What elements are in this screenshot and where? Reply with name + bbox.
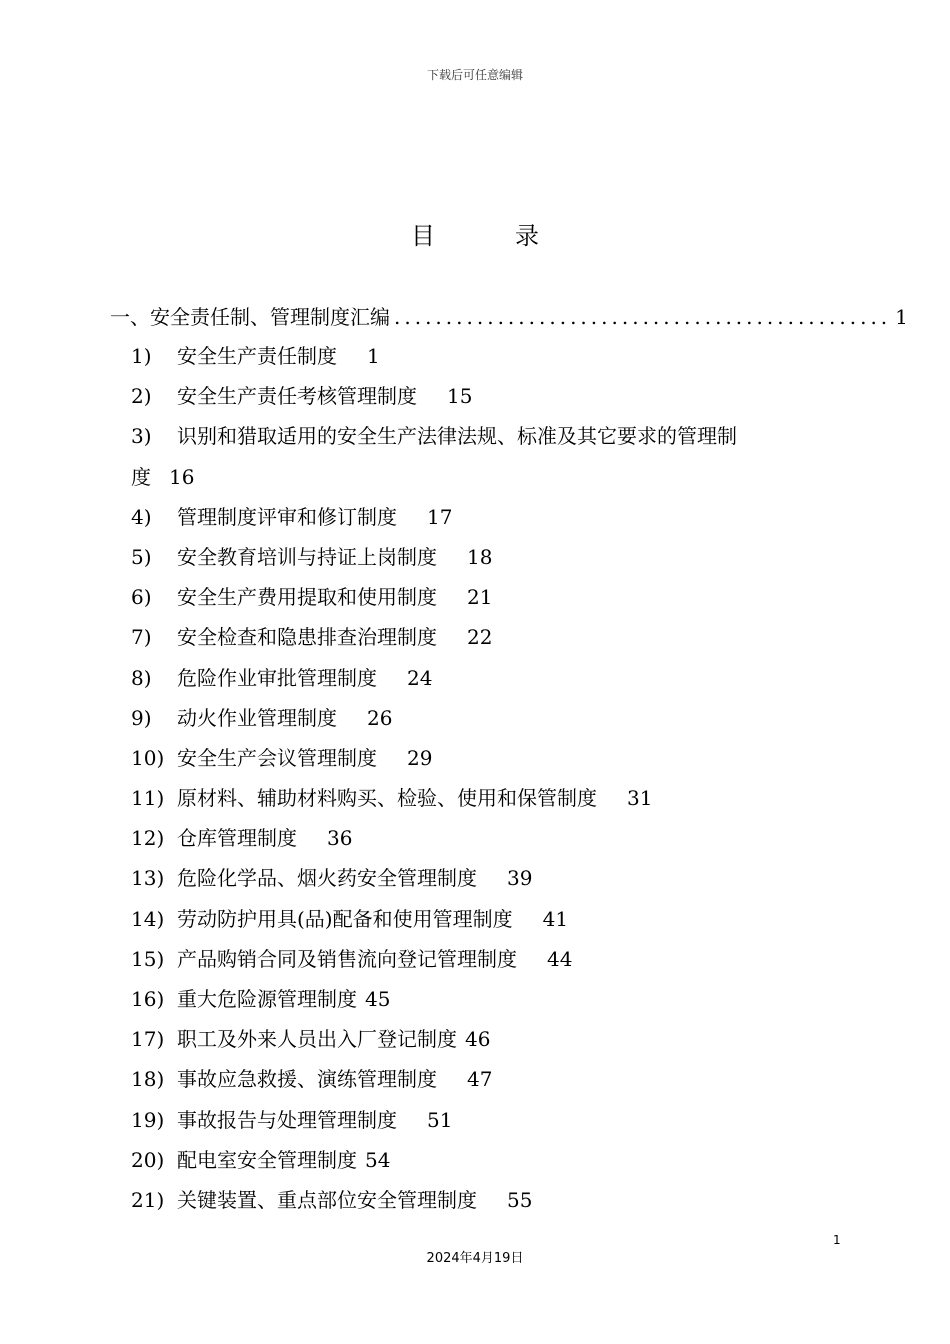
- toc-item-page: 22: [467, 625, 493, 650]
- toc-item-19[interactable]: [131, 1100, 851, 1140]
- toc-item-20[interactable]: [131, 1140, 851, 1180]
- toc-item-label-continued: 度: [131, 464, 151, 489]
- toc-item-number: 9): [131, 705, 152, 730]
- toc-item-number: 5): [131, 544, 152, 569]
- toc-item-14[interactable]: [131, 899, 851, 939]
- toc-item-label: 动火作业管理制度: [177, 705, 337, 730]
- toc-item-number: 1): [131, 344, 152, 368]
- toc-item-17[interactable]: [131, 1019, 851, 1059]
- toc-section-leader: ................................................: [394, 305, 892, 329]
- toc-item-page: 17: [427, 504, 453, 529]
- toc-item-label: 安全生产费用提取和使用制度: [177, 585, 437, 610]
- toc-item-number: 8): [131, 665, 152, 690]
- toc-item-label: 事故报告与处理管理制度: [177, 1107, 397, 1132]
- toc-item-15[interactable]: [131, 939, 851, 979]
- toc-item-16[interactable]: [131, 979, 851, 1019]
- toc-item-page: 44: [547, 946, 573, 971]
- toc-section-page: 1: [895, 305, 908, 329]
- toc-item-label: 安全生产责任制度: [177, 344, 337, 368]
- toc-item-page: 26: [367, 705, 393, 730]
- toc-item-number: 7): [131, 625, 152, 650]
- toc-item-label: 原材料、辅助材料购买、检验、使用和保管制度: [177, 786, 597, 811]
- toc-item-label: 职工及外来人员出入厂登记制度: [177, 1027, 457, 1052]
- toc-item-page: 36: [327, 826, 353, 851]
- page-footer-date: 2024年4月19日: [426, 1251, 524, 1266]
- toc-title-char-1: 目: [411, 222, 435, 250]
- toc-item-number: 19): [131, 1107, 165, 1132]
- toc-item-label: 危险作业审批管理制度: [177, 665, 377, 690]
- toc-item-page: 18: [467, 544, 493, 569]
- toc-item-number: 18): [131, 1067, 165, 1092]
- toc-item-label: 劳动防护用具(品)配备和使用管理制度: [177, 906, 513, 931]
- toc-item-page: 31: [627, 786, 653, 811]
- toc-item-10[interactable]: [131, 738, 851, 778]
- toc-item-page: 39: [507, 866, 533, 891]
- toc-item-12[interactable]: [131, 818, 851, 858]
- toc-item-number: 10): [131, 745, 165, 770]
- toc-item-number: 6): [131, 585, 152, 610]
- toc-item-label: 管理制度评审和修订制度: [177, 504, 397, 529]
- toc-item-number: 16): [131, 987, 165, 1012]
- toc-item-7[interactable]: [131, 617, 851, 657]
- toc-item-page: 47: [467, 1067, 493, 1092]
- toc-item-page: 24: [407, 665, 433, 690]
- page-header: 下载后可任意编辑: [426, 68, 523, 82]
- toc-item-13[interactable]: [131, 858, 851, 898]
- toc-item-4[interactable]: [131, 497, 851, 537]
- toc-item-label: 配电室安全管理制度: [177, 1147, 357, 1172]
- toc-item-page: 46: [465, 1027, 491, 1052]
- toc-item-page: 21: [467, 585, 493, 610]
- toc-item-label: 仓库管理制度: [177, 826, 297, 851]
- toc-item-21[interactable]: [131, 1180, 851, 1220]
- toc-item-label: 安全生产会议管理制度: [177, 745, 377, 770]
- toc-section-entry[interactable]: [110, 301, 908, 333]
- toc-item-page: 54: [365, 1147, 391, 1172]
- toc-item-page: 45: [365, 987, 391, 1012]
- toc-item-page: 41: [542, 906, 569, 931]
- toc-item-label: 安全检查和隐患排查治理制度: [177, 625, 437, 650]
- toc-item-page: 15: [447, 384, 473, 409]
- toc-item-page: 55: [507, 1187, 533, 1212]
- page-number: 1: [833, 1233, 841, 1247]
- toc-item-3[interactable]: [131, 416, 851, 496]
- toc-item-5[interactable]: [131, 537, 851, 577]
- toc-item-label: 危险化学品、烟火药安全管理制度: [177, 866, 477, 891]
- toc-item-number: 2): [131, 384, 152, 409]
- toc-item-page: 16: [169, 464, 195, 489]
- toc-item-label: 事故应急救援、演练管理制度: [177, 1067, 437, 1092]
- toc-item-label: 关键装置、重点部位安全管理制度: [177, 1187, 477, 1212]
- toc-item-number: 20): [131, 1147, 165, 1172]
- toc-list: [131, 336, 851, 1220]
- toc-item-number: 12): [131, 826, 165, 851]
- toc-section-label: 一、安全责任制、管理制度汇编: [110, 305, 390, 329]
- toc-item-number: 21): [131, 1187, 165, 1212]
- toc-item-number: 3): [131, 424, 152, 449]
- toc-item-label: 产品购销合同及销售流向登记管理制度: [177, 946, 517, 971]
- toc-item-6[interactable]: [131, 577, 851, 617]
- toc-item-number: 11): [131, 786, 165, 811]
- toc-title-char-2: 录: [515, 222, 539, 250]
- toc-title: [0, 216, 950, 251]
- toc-item-page: 29: [407, 745, 433, 770]
- toc-item-label: 重大危险源管理制度: [177, 987, 357, 1012]
- toc-item-label: 安全教育培训与持证上岗制度: [177, 544, 437, 569]
- toc-item-2[interactable]: [131, 376, 851, 416]
- toc-item-number: 13): [131, 866, 165, 891]
- toc-item-page: 1: [367, 344, 380, 368]
- toc-item-number: 15): [131, 946, 165, 971]
- toc-item-1[interactable]: [131, 336, 851, 376]
- toc-item-number: 17): [131, 1027, 165, 1052]
- toc-item-label: 识别和猎取适用的安全生产法律法规、标准及其它要求的管理制: [177, 424, 737, 449]
- toc-item-number: 4): [131, 504, 152, 529]
- toc-item-9[interactable]: [131, 698, 851, 738]
- toc-item-8[interactable]: [131, 658, 851, 698]
- toc-item-label: 安全生产责任考核管理制度: [177, 384, 417, 409]
- toc-item-number: 14): [131, 906, 165, 931]
- toc-item-11[interactable]: [131, 778, 851, 818]
- toc-item-18[interactable]: [131, 1059, 851, 1099]
- toc-item-page: 51: [427, 1107, 453, 1132]
